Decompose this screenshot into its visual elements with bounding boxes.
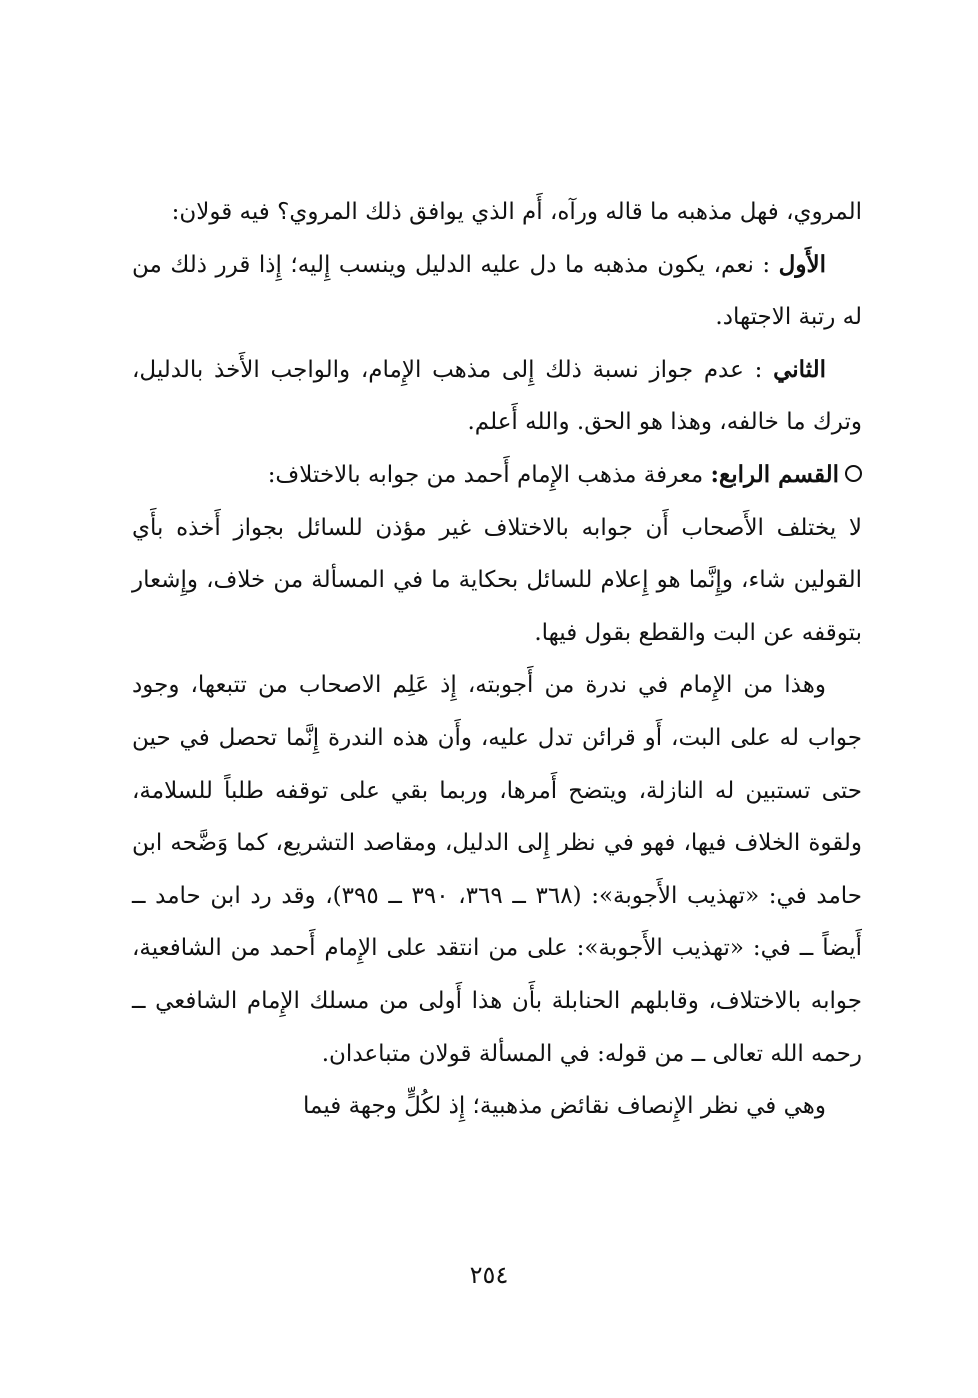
- paragraph-fourth-intro: لا يختلف الأَصحاب أَن جوابه بالاختلاف غير مؤذن للسائل بجواز أَخذه بأَي القولين شاء، وإِنَّما هو إِعلام للسائل بحكاية ما في المسألة من خلاف، وإِشعار بتوقفه عن البت والقطع بقول فيها.: [132, 514, 862, 646]
- paragraph-second-opinion: [132, 344, 862, 449]
- section-heading-label: القسم الرابع:: [710, 460, 839, 488]
- paragraph-continuation: المروي، فهل مذهبه ما قاله ورآه، أَم الذي يوافق ذلك المروي؟ فيه قولان:: [171, 199, 862, 225]
- paragraph-closing: وهي في نظر الإِنصاف نقائض مذهبية؛ إِذ لكُلٍّ وجهة فيما: [303, 1093, 826, 1120]
- paragraph-explanation: وهذا من الإِمام في ندرة من أَجوبته، إِذ عَلِم الاصحاب من تتبعها، وجود جواب له على البت، أَو قرائن تدل عليه، وأَن هذه الندرة إِنَّما تحصل في حين حتى تستبين له النازلة، ويتضح أَمرها، وربما بقي على توقفه طلباً للسلامة، ولقوة الخلاف فيها، فهو في نظر إِلى الدليل، ومقاصد التشريع، كما وَضَّحه ابن حامد في: «تهذيب الأَجوبة»: (٣٦٨ ــ ٣٦٩، ٣٩٠ ــ ٣٩٥)، وقد رد ابن حامد ــ أَيضاً ــ في: «تهذيب الأَجوبة»: على من انتقد على الإِمام أَحمد من الشافعية، جوابه بالاختلاف، وقابلهم الحنابلة بأَن هذا أَولى من مسلك الإِمام الشافعي ــ رحمه الله تعالى ــ من قوله: في المسألة قولان متباعدان.: [132, 672, 862, 1067]
- section-heading-fourth: [132, 449, 862, 502]
- second-opinion-label: الثاني: [773, 355, 826, 383]
- paragraph-first-opinion: [132, 239, 862, 344]
- page-number: ٢٥٤: [469, 1261, 509, 1289]
- first-opinion-text: : نعم، يكون مذهبه ما دل عليه الدليل وينسب إِليه؛ إِذا قرر ذلك من له رتبة الاجتهاد.: [132, 251, 862, 331]
- second-opinion-text: : عدم جواز نسبة ذلك إِلى مذهب الإِمام، والواجب الأَخذ بالدليل، وترك ما خالفه، وهذا هو الحق. والله أَعلم.: [132, 356, 862, 436]
- body-text: [132, 186, 862, 1133]
- circle-bullet-icon: [845, 465, 862, 482]
- first-opinion-label: الأَول: [778, 250, 826, 278]
- section-heading-text: معرفة مذهب الإِمام أَحمد من جوابه بالاختلاف:: [267, 461, 711, 488]
